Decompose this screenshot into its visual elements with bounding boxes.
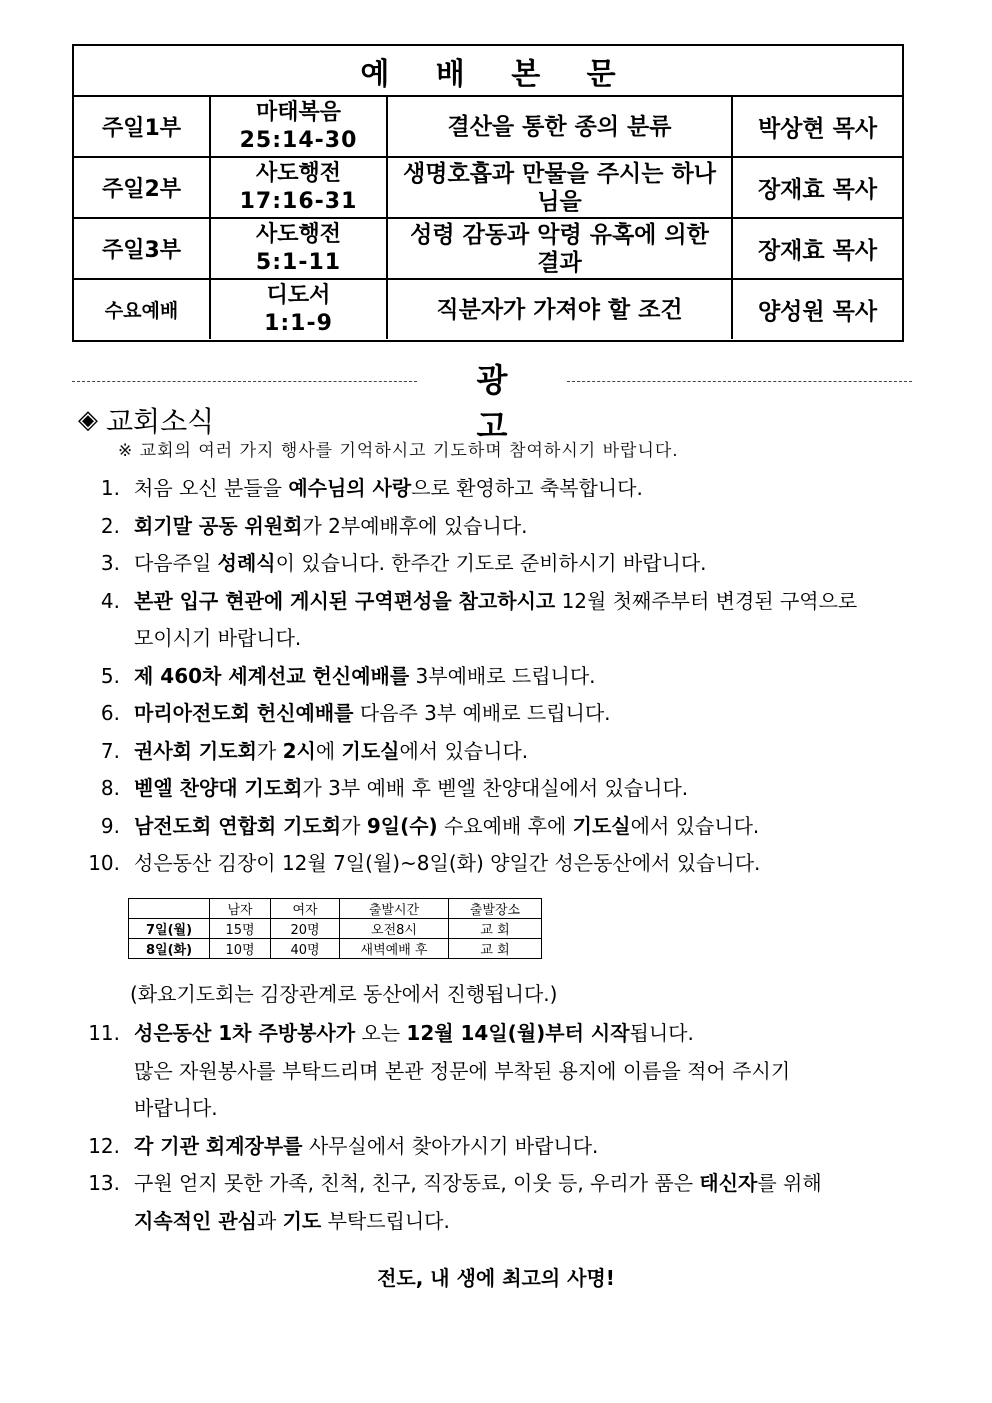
item-text: 구원 얻지 못한 가족, 친척, 친구, 직장동료, 이웃 등, 우리가 품은 태신자를 위해 xyxy=(134,1171,822,1195)
motto: 전도, 내 생에 최고의 사명! xyxy=(377,1266,615,1290)
sermon-subject: 결산을 통한 종의 분류 xyxy=(388,97,733,156)
table-row xyxy=(129,939,542,959)
item-text: 회기말 공동 위원회가 2부예배후에 있습니다. xyxy=(134,513,528,538)
sermon-row xyxy=(74,219,902,280)
divider xyxy=(567,381,912,382)
announcement-title: 광 고 xyxy=(476,361,542,445)
list-item xyxy=(70,770,930,808)
item-number: 6. xyxy=(100,701,120,725)
church-news-title: 교회소식 xyxy=(106,405,215,438)
scripture xyxy=(211,280,388,339)
kimchi-schedule-table xyxy=(128,898,542,959)
item-text: 마리아전도회 헌신예배를 다음주 3부 예배로 드립니다. xyxy=(134,701,611,725)
church-news-heading xyxy=(78,400,214,440)
item-text: 권사회 기도회가 2시에 기도실에서 있습니다. xyxy=(134,738,529,763)
list-item xyxy=(70,1015,930,1053)
table-cell: 교 회 xyxy=(449,919,542,939)
item-number: 3. xyxy=(100,551,120,575)
item-text: 다음주일 성례식이 있습니다. 한주간 기도로 준비하시기 바랍니다. xyxy=(134,551,707,575)
table-cell: 40명 xyxy=(271,939,340,959)
sermon-row xyxy=(74,97,902,158)
notice-text: ※ 교회의 여러 가지 행사를 기억하시고 기도하며 참여하시기 바랍니다. xyxy=(118,441,679,461)
item-number: 9. xyxy=(100,813,120,838)
sermon-subject: 생명호흡과 만물을 주시는 하나님을 xyxy=(388,158,733,217)
pastor-name: 박상현 목사 xyxy=(757,116,878,142)
table-cell: 15명 xyxy=(210,919,271,939)
scripture xyxy=(211,219,388,278)
table-cell: 오전8시 xyxy=(340,919,449,939)
table-header xyxy=(129,899,210,919)
scripture-book: 사도행전 xyxy=(255,160,341,186)
table-row xyxy=(129,919,542,939)
sermon-table xyxy=(72,44,904,342)
list-item xyxy=(70,695,930,733)
list-item xyxy=(70,845,930,883)
item-number: 10. xyxy=(88,851,120,875)
list-item xyxy=(70,658,930,696)
item-text: 제 460차 세계선교 헌신예배를 3부예배로 드립니다. xyxy=(134,663,596,688)
table-cell: 7일(월) xyxy=(129,919,210,939)
table-cell: 20명 xyxy=(271,919,340,939)
scripture-book: 마태복음 xyxy=(255,99,341,125)
item-text: 각 기관 회계장부를 사무실에서 찾아가시기 바랍니다. xyxy=(134,1133,599,1158)
pastor-name: 장재효 목사 xyxy=(757,177,878,203)
item-number: 4. xyxy=(100,588,120,613)
item-number: 2. xyxy=(100,513,120,538)
item-number: 7. xyxy=(100,738,120,763)
service-name: 주일1부 xyxy=(74,97,211,156)
list-item xyxy=(70,808,930,846)
item-number: 5. xyxy=(100,663,120,688)
table-cell: 교 회 xyxy=(449,939,542,959)
schedule-note: (화요기도회는 김장관계로 동산에서 진행됩니다.) xyxy=(130,982,558,1006)
item-text: 성은동산 김장이 12월 7일(월)~8일(화) 양일간 성은동산에서 있습니다. xyxy=(134,851,761,875)
service-name: 주일3부 xyxy=(74,219,211,278)
list-item xyxy=(70,470,930,508)
list-item xyxy=(70,1128,930,1166)
table-header: 출발장소 xyxy=(449,899,542,919)
sermon-subject: 성령 감동과 악령 유혹에 의한 결과 xyxy=(388,219,733,278)
list-item xyxy=(70,545,930,583)
pastor-name: 양성원 목사 xyxy=(757,299,878,325)
service-name: 주일2부 xyxy=(74,158,211,217)
diamond-icon: ◈ xyxy=(78,405,98,435)
item-number: 1. xyxy=(100,476,120,500)
list-item xyxy=(70,733,930,771)
item-continuation: 지속적인 관심과 기도 부탁드립니다. xyxy=(134,1208,450,1233)
list-item xyxy=(70,583,930,621)
scripture-ref: 17:16-31 xyxy=(239,188,358,214)
scripture-ref: 25:14-30 xyxy=(239,127,358,153)
table-header-row xyxy=(129,899,542,919)
divider xyxy=(72,381,417,382)
item-text: 처음 오신 분들을 예수님의 사랑으로 환영하고 축복합니다. xyxy=(134,476,643,500)
scripture-ref: 1:1-9 xyxy=(264,310,333,336)
item-continuation: 많은 자원봉사를 부탁드리며 본관 정문에 부착된 용지에 이름을 적어 주시기 xyxy=(134,1058,791,1083)
table-cell: 새벽예배 후 xyxy=(340,939,449,959)
service-name: 수요예배 xyxy=(74,280,211,339)
item-number: 8. xyxy=(100,776,120,800)
scripture xyxy=(211,97,388,156)
item-number: 12. xyxy=(88,1133,120,1158)
sermon-row xyxy=(74,158,902,219)
table-header: 남자 xyxy=(210,899,271,919)
sermon-row xyxy=(74,280,902,339)
list-item xyxy=(70,1165,930,1203)
item-number: 13. xyxy=(88,1171,120,1195)
item-text: 남전도회 연합회 기도회가 9일(수) 수요예배 후에 기도실에서 있습니다. xyxy=(134,813,760,838)
item-continuation: 바랍니다. xyxy=(134,1096,218,1120)
item-text: 본관 입구 현관에 게시된 구역편성을 참고하시고 12월 첫째주부터 변경된 구역으로 xyxy=(134,588,858,613)
table-cell: 8일(화) xyxy=(129,939,210,959)
scripture-book: 사도행전 xyxy=(255,221,341,247)
scripture xyxy=(211,158,388,217)
item-text: 벧엘 찬양대 기도회가 3부 예배 후 벧엘 찬양대실에서 있습니다. xyxy=(134,776,689,800)
sermon-subject: 직분자가 가져야 할 조건 xyxy=(388,280,733,339)
announcement-list-continued xyxy=(70,1015,930,1240)
item-continuation: 모이시기 바랍니다. xyxy=(134,626,302,650)
item-number: 11. xyxy=(88,1021,120,1045)
table-header: 출발시간 xyxy=(340,899,449,919)
pastor-name: 장재효 목사 xyxy=(757,238,878,264)
sermon-table-title: 예 배 본 문 xyxy=(74,46,902,97)
scripture-ref: 5:1-11 xyxy=(255,249,342,275)
announcement-list xyxy=(70,470,930,883)
list-item xyxy=(70,508,930,546)
table-cell: 10명 xyxy=(210,939,271,959)
item-text: 성은동산 1차 주방봉사가 오는 12월 14일(월)부터 시작됩니다. xyxy=(134,1021,694,1045)
scripture-book: 디도서 xyxy=(266,282,331,308)
table-header: 여자 xyxy=(271,899,340,919)
